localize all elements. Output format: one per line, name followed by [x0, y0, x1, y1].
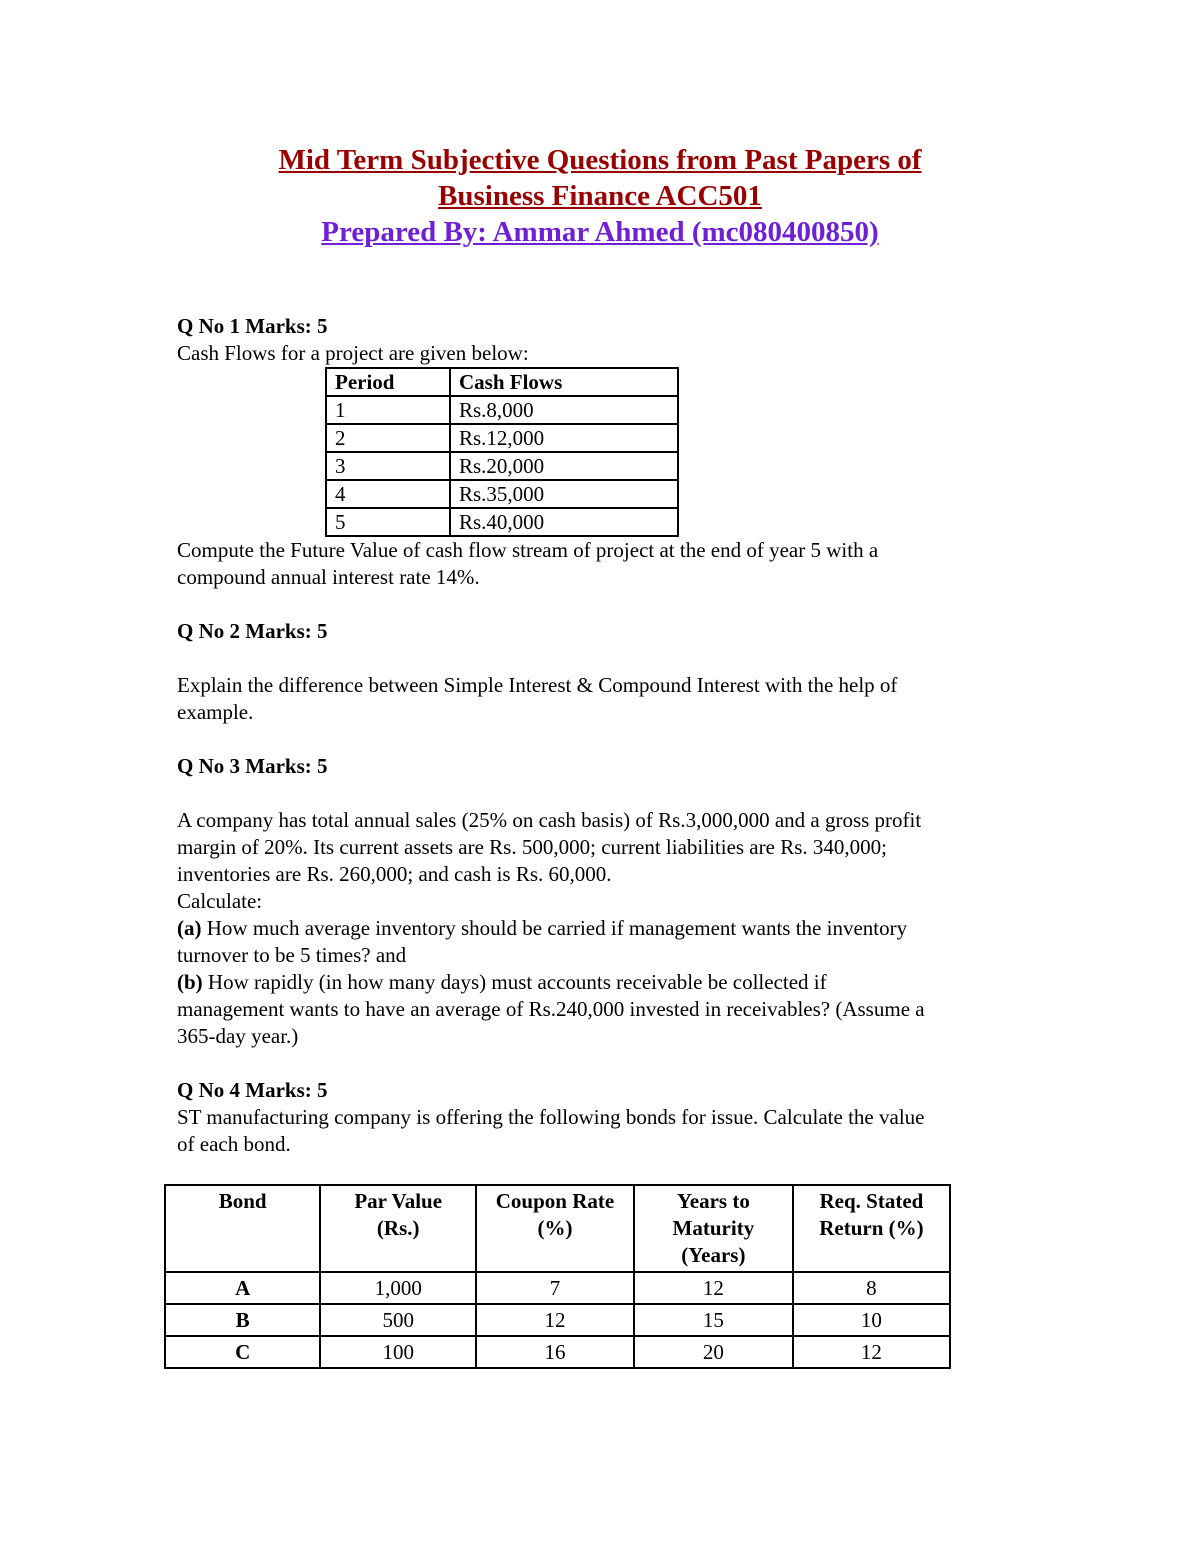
q3-part-b-line-3: 365-day year.) [177, 1024, 299, 1048]
coupon-rate-cell: 7 [476, 1272, 634, 1304]
q4-line-2: of each bond. [177, 1132, 291, 1156]
years-cell: 20 [634, 1336, 793, 1368]
q3-part-a-line-1 [177, 915, 1037, 942]
bond-header-par-value [320, 1185, 476, 1272]
cash-flow-cell: Rs.20,000 [450, 452, 678, 480]
cash-flow-header-amount: Cash Flows [450, 368, 678, 396]
prepared-by: Prepared By: Ammar Ahmed (mc080400850) [321, 216, 879, 248]
title-line-2: Business Finance ACC501 [438, 180, 762, 212]
q3-calculate: Calculate: [177, 889, 263, 913]
bond-header-bond [165, 1185, 320, 1272]
return-cell: 10 [793, 1304, 950, 1336]
par-value-cell: 500 [320, 1304, 476, 1336]
q3-heading: Q No 3 Marks: 5 [177, 754, 328, 778]
header-line: Bond [218, 1189, 267, 1213]
header-line: (Rs.) [376, 1216, 420, 1240]
q3-part-b-text: How rapidly (in how many days) must accounts receivable be collected if [202, 970, 827, 994]
bond-table [164, 1184, 951, 1369]
cash-flow-header-period: Period [326, 368, 450, 396]
q3-part-a-label: (a) [177, 916, 202, 940]
q2-line-2: example. [177, 700, 254, 724]
cash-flow-cell: Rs.12,000 [450, 424, 678, 452]
table-row [326, 480, 678, 508]
par-value-cell: 1,000 [320, 1272, 476, 1304]
bond-id-cell: A [165, 1272, 320, 1304]
q3-part-b-label: (b) [177, 970, 203, 994]
period-cell: 5 [326, 508, 450, 536]
table-row [165, 1272, 950, 1304]
bond-header-required-return [793, 1185, 950, 1272]
q4-heading: Q No 4 Marks: 5 [177, 1078, 328, 1102]
table-row [165, 1336, 950, 1368]
q3-part-a-text: How much average inventory should be carried if management wants the inventory [201, 916, 908, 940]
bond-header-coupon-rate [476, 1185, 634, 1272]
period-cell: 2 [326, 424, 450, 452]
q4-line-1: ST manufacturing company is offering the following bonds for issue. Calculate the value [177, 1105, 925, 1129]
q3-part-b-line-1 [177, 969, 1037, 996]
cash-flow-cell: Rs.8,000 [450, 396, 678, 424]
period-cell: 4 [326, 480, 450, 508]
cash-flow-header-row [326, 368, 678, 396]
header-line: Years to [676, 1189, 750, 1213]
table-row [326, 508, 678, 536]
q1-heading: Q No 1 Marks: 5 [177, 314, 328, 338]
title-line-1: Mid Term Subjective Questions from Past Papers of [278, 144, 922, 176]
bond-id-cell: C [165, 1336, 320, 1368]
q3-part-a-line-2: turnover to be 5 times? and [177, 943, 407, 967]
q3-line-3: inventories are Rs. 260,000; and cash is Rs. 60,000. [177, 862, 612, 886]
cash-flow-cell: Rs.40,000 [450, 508, 678, 536]
header-line: (%) [537, 1216, 573, 1240]
document-body [177, 313, 1037, 1158]
bond-id-cell: B [165, 1304, 320, 1336]
coupon-rate-cell: 16 [476, 1336, 634, 1368]
cash-flow-cell: Rs.35,000 [450, 480, 678, 508]
q3-line-1: A company has total annual sales (25% on cash basis) of Rs.3,000,000 and a gross profit [177, 808, 922, 832]
period-cell: 1 [326, 396, 450, 424]
q1-question-line-2: compound annual interest rate 14%. [177, 565, 480, 589]
q2-line-1: Explain the difference between Simple Interest & Compound Interest with the help of [177, 673, 898, 697]
years-cell: 12 [634, 1272, 793, 1304]
table-row [326, 396, 678, 424]
q1-intro: Cash Flows for a project are given below: [177, 341, 529, 365]
header-line: Par Value [354, 1189, 443, 1213]
period-cell: 3 [326, 452, 450, 480]
table-row [326, 424, 678, 452]
q2-heading: Q No 2 Marks: 5 [177, 619, 328, 643]
return-cell: 8 [793, 1272, 950, 1304]
table-row [165, 1304, 950, 1336]
cash-flow-table [325, 367, 679, 537]
header-line: Maturity [672, 1216, 755, 1240]
return-cell: 12 [793, 1336, 950, 1368]
q1-question-line-1: Compute the Future Value of cash flow stream of project at the end of year 5 with a [177, 538, 879, 562]
bond-table-wrapper [164, 1184, 951, 1369]
bond-header-row [165, 1185, 950, 1272]
q3-part-b-line-2: management wants to have an average of Rs.240,000 invested in receivables? (Assume a [177, 997, 925, 1021]
header-line: Return (%) [819, 1216, 924, 1240]
header-line: Coupon Rate [495, 1189, 615, 1213]
q3-line-2: margin of 20%. Its current assets are Rs. 500,000; current liabilities are Rs. 340,000; [177, 835, 887, 859]
title-block [0, 142, 1200, 250]
coupon-rate-cell: 12 [476, 1304, 634, 1336]
table-row [326, 452, 678, 480]
header-line: Req. Stated [819, 1189, 924, 1213]
par-value-cell: 100 [320, 1336, 476, 1368]
bond-header-years-to-maturity [634, 1185, 793, 1272]
years-cell: 15 [634, 1304, 793, 1336]
header-line: (Years) [681, 1243, 746, 1267]
